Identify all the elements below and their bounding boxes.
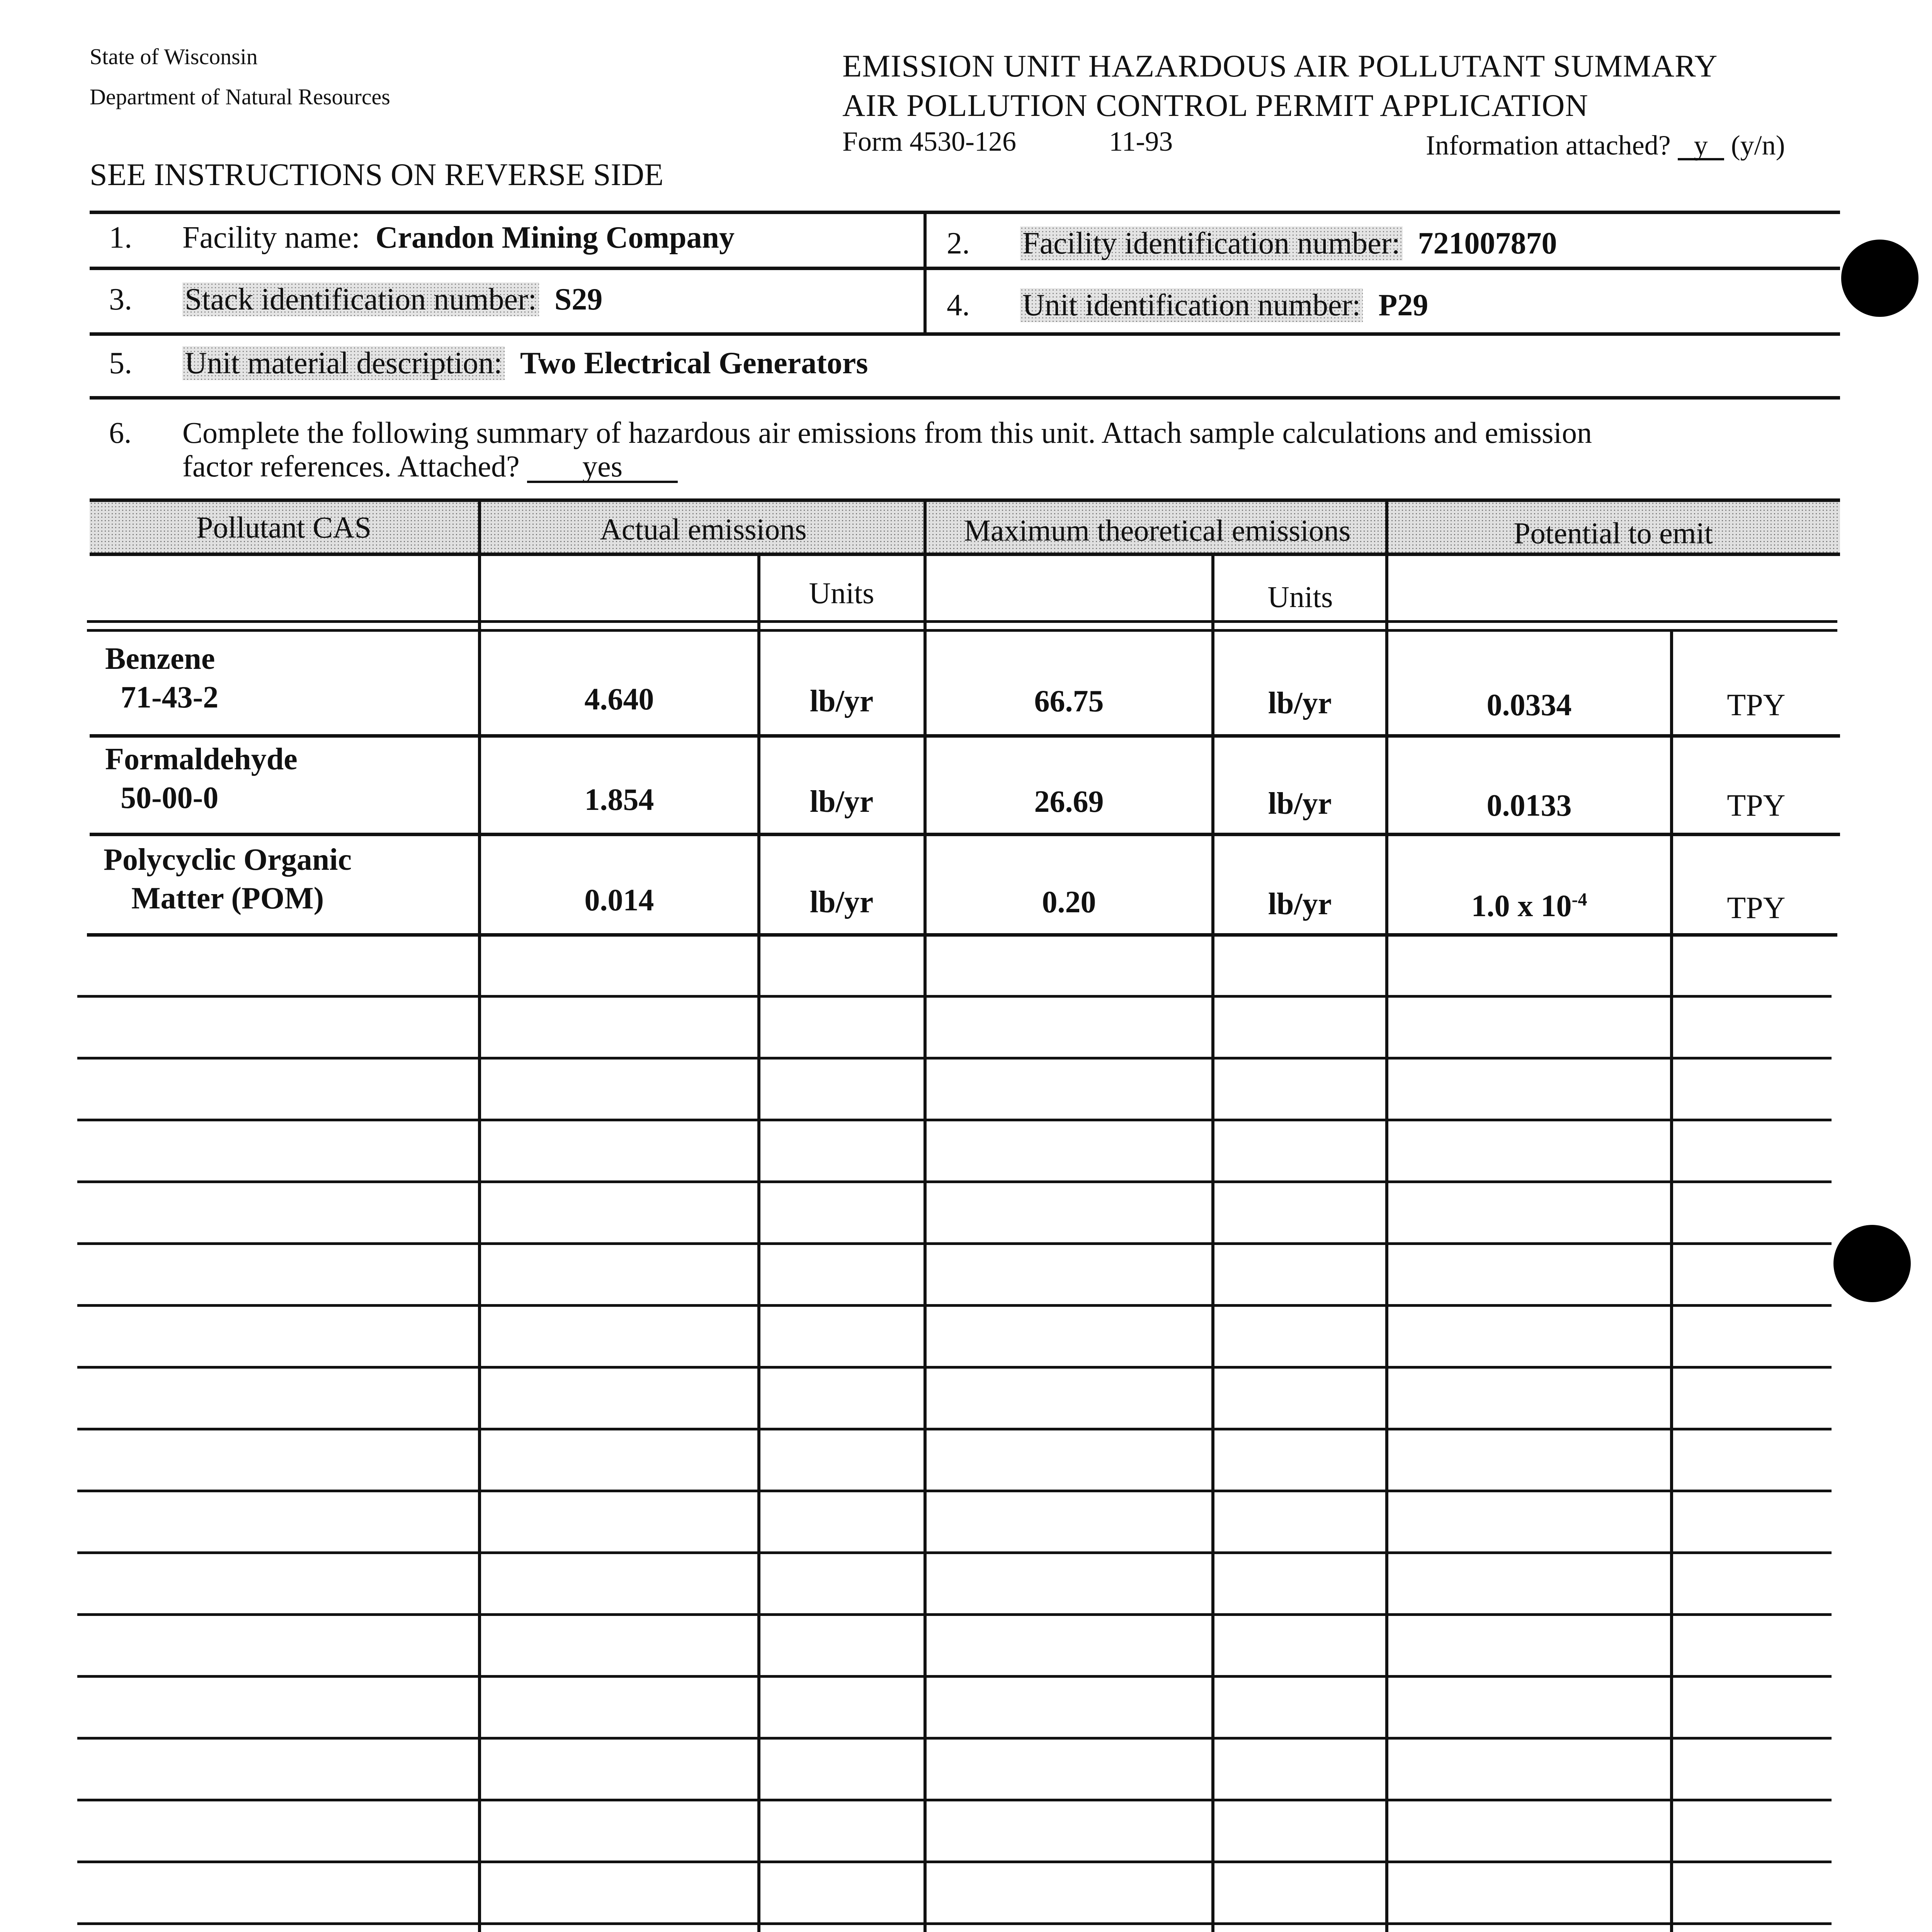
field-5-number: 5. bbox=[109, 346, 132, 380]
field-5-label: Unit material description: bbox=[182, 346, 505, 380]
grid-col-3 bbox=[923, 498, 927, 1932]
form-title-line2: AIR POLLUTION CONTROL PERMIT APPLICATION bbox=[842, 88, 1588, 123]
form-title-line1: EMISSION UNIT HAZARDOUS AIR POLLUTANT SUMMARY bbox=[842, 48, 1718, 83]
field-unit-material bbox=[109, 346, 868, 381]
empty-row-rule bbox=[77, 1922, 1832, 1925]
pollutant-name: Polycyclic Organic bbox=[104, 843, 352, 877]
empty-row-rule bbox=[77, 1799, 1832, 1801]
pollutant-name: Formaldehyde bbox=[105, 742, 298, 776]
field-facility-id bbox=[947, 226, 1557, 261]
empty-row-rule bbox=[77, 1861, 1832, 1863]
empty-row-rule bbox=[77, 1366, 1832, 1369]
max-units: lb/yr bbox=[1268, 787, 1332, 821]
empty-row-rule bbox=[77, 1304, 1832, 1307]
empty-row-rule bbox=[77, 1180, 1832, 1183]
pollutant-name: Benzene bbox=[105, 642, 215, 676]
actual-value: 4.640 bbox=[584, 682, 654, 716]
empty-row-rule bbox=[77, 1119, 1832, 1121]
field-1-label: Facility name: bbox=[182, 221, 360, 255]
binder-hole bbox=[1833, 1225, 1911, 1302]
info-attached-label: Information attached? bbox=[1426, 130, 1671, 161]
pollutant-cas: Matter (POM) bbox=[131, 881, 324, 915]
potential-value: 0.0133 bbox=[1486, 789, 1572, 823]
actual-value: 0.014 bbox=[584, 883, 654, 917]
field-facility-name bbox=[109, 220, 735, 255]
rule-top bbox=[90, 211, 1840, 214]
empty-row-rule bbox=[77, 1737, 1832, 1740]
max-value: 0.20 bbox=[1042, 885, 1096, 919]
field-6-attached-value[interactable]: yes bbox=[527, 452, 678, 483]
empty-row-rule bbox=[77, 1551, 1832, 1554]
potential-units: TPY bbox=[1727, 789, 1786, 823]
table-rule-header bbox=[90, 553, 1840, 556]
field-1-number: 1. bbox=[109, 221, 132, 255]
field-4-number: 4. bbox=[947, 288, 970, 322]
grid-col-1 bbox=[478, 498, 481, 1932]
form-date: 11-93 bbox=[1109, 126, 1173, 157]
empty-row-rule bbox=[77, 1675, 1832, 1678]
field-6-instructions: Complete the following summary of hazardous air emissions from this unit. Attach sample calculations and emission bbox=[182, 416, 1592, 449]
field-stack-id bbox=[109, 282, 602, 317]
row-rule bbox=[87, 933, 1837, 937]
potential-units: TPY bbox=[1727, 688, 1786, 722]
binder-hole bbox=[1841, 240, 1918, 317]
table-rule-units-a bbox=[87, 620, 1837, 623]
col-header-potential: Potential to emit bbox=[1514, 516, 1713, 550]
max-value: 66.75 bbox=[1034, 684, 1104, 718]
pollutant-cas: 50-00-0 bbox=[121, 781, 219, 815]
field-3-number: 3. bbox=[109, 282, 132, 316]
max-value: 26.69 bbox=[1034, 785, 1104, 819]
facility-name-value[interactable]: Crandon Mining Company bbox=[375, 221, 735, 255]
field-unit-id bbox=[947, 288, 1428, 323]
pollutant-cas: 71-43-2 bbox=[121, 680, 219, 714]
empty-row-rule bbox=[77, 1613, 1832, 1616]
actual-units: lb/yr bbox=[810, 885, 874, 919]
field-6-line2 bbox=[182, 449, 678, 484]
table-rule-top bbox=[90, 498, 1840, 502]
field-2-label: Facility identification number: bbox=[1020, 226, 1403, 260]
col-header-max: Maximum theoretical emissions bbox=[964, 514, 1351, 547]
field-6-attached-label: factor references. Attached? bbox=[182, 449, 520, 483]
actual-value: 1.854 bbox=[584, 783, 654, 817]
field-3-label: Stack identification number: bbox=[182, 282, 539, 316]
potential-base: 1.0 x 10 bbox=[1471, 889, 1572, 923]
instructions-note: SEE INSTRUCTIONS ON REVERSE SIDE bbox=[90, 157, 664, 192]
col-header-actual: Actual emissions bbox=[600, 512, 807, 546]
agency-state: State of Wisconsin bbox=[90, 44, 258, 69]
row-rule bbox=[90, 833, 1840, 836]
empty-row-rule bbox=[77, 1057, 1832, 1060]
agency-department: Department of Natural Resources bbox=[90, 84, 390, 109]
field-6-line1 bbox=[109, 415, 1592, 450]
field-divider bbox=[923, 211, 927, 336]
max-units: lb/yr bbox=[1268, 686, 1332, 720]
potential-value: 0.0334 bbox=[1486, 688, 1572, 722]
empty-row-rule bbox=[77, 1428, 1832, 1430]
unit-id-value[interactable]: P29 bbox=[1378, 288, 1429, 322]
rule-row2 bbox=[90, 332, 1840, 336]
col-header-pollutant: Pollutant CAS bbox=[196, 510, 371, 544]
empty-row-rule bbox=[77, 1490, 1832, 1492]
potential-value bbox=[1388, 889, 1670, 924]
actual-units: lb/yr bbox=[810, 684, 874, 718]
rule-row3 bbox=[90, 396, 1840, 400]
max-units: lb/yr bbox=[1268, 887, 1332, 921]
stack-id-value[interactable]: S29 bbox=[554, 282, 603, 316]
table-rule-units-b bbox=[87, 629, 1837, 632]
col-header-actual-units: Units bbox=[809, 576, 874, 610]
facility-id-value[interactable]: 721007870 bbox=[1418, 226, 1557, 260]
grid-col-5 bbox=[1385, 498, 1388, 1932]
col-header-max-units: Units bbox=[1267, 580, 1333, 614]
field-2-number: 2. bbox=[947, 226, 970, 260]
actual-units: lb/yr bbox=[810, 785, 874, 819]
rule-row1 bbox=[90, 267, 1840, 270]
field-6-number: 6. bbox=[109, 416, 132, 449]
form-number: Form 4530-126 bbox=[842, 126, 1016, 157]
row-rule bbox=[90, 734, 1840, 738]
empty-row-rule bbox=[77, 1242, 1832, 1245]
info-attached-options: (y/n) bbox=[1731, 130, 1785, 161]
unit-material-value[interactable]: Two Electrical Generators bbox=[520, 346, 868, 380]
potential-exponent: -4 bbox=[1571, 889, 1587, 910]
field-4-label: Unit identification number: bbox=[1020, 288, 1363, 322]
empty-row-rule bbox=[77, 995, 1832, 998]
potential-units: TPY bbox=[1727, 891, 1786, 925]
info-attached bbox=[1426, 129, 1785, 162]
info-attached-value[interactable]: y bbox=[1678, 133, 1724, 160]
